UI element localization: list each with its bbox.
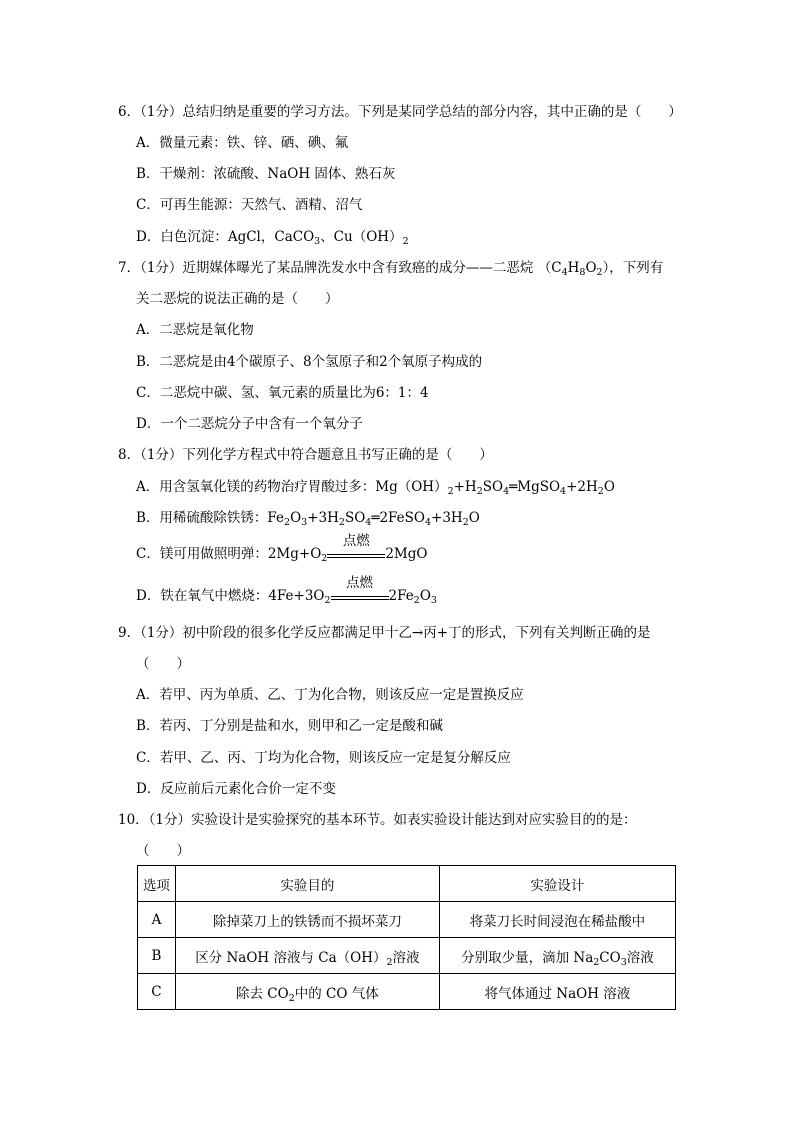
q8-option-b: B．用稀硫酸除铁锈：$Fe_2O_3+3H_2SO_4═2FeSO_4+3H_2O$	[136, 510, 480, 528]
header-goal: 实验目的	[175, 866, 439, 902]
row-option: C	[138, 974, 176, 1010]
row-option: B	[138, 938, 176, 974]
row-design: 将菜刀长时间浸泡在稀盐酸中	[439, 902, 675, 938]
table-row	[138, 902, 676, 938]
row-design: 分别取少量，滴加 $Na_2CO_3$溶液	[439, 938, 675, 974]
row-goal: 除掉菜刀上的铁锈而不损坏菜刀	[175, 902, 439, 938]
row-goal: 区分 NaOH 溶液与 $Ca(OH)_2$溶液	[175, 938, 439, 974]
table-row	[138, 974, 676, 1010]
q8-option-d: D．铁在氧气中燃烧：$4Fe+3O_2$ 点燃 $2Fe_2O_3$	[136, 575, 437, 606]
q7-option-d: D．一个二恶烷分子中含有一个氧分子	[136, 416, 363, 432]
q6-option-b: B．干燥剂：浓硫酸、NaOH 固体、熟石灰	[136, 166, 396, 182]
q6-option-a: A．微量元素：铁、锌、硒、碘、氟	[136, 135, 349, 151]
q7-option-a: A．二恶烷是氧化物	[136, 322, 254, 338]
question-10-stem: 10．（1分）实验设计是实验探究的基本环节。如表实验设计能达到对应实验目的的是：	[118, 812, 637, 828]
reaction-condition: 点燃	[331, 587, 389, 605]
question-10-stem-cont: （ ）	[136, 843, 190, 859]
row-option: A	[138, 902, 176, 938]
q8-option-c: C．镁可用做照明弹：$2Mg+O_2$ 点燃 2MgO	[136, 533, 428, 564]
question-6-stem: 6．（1分）总结归纳是重要的学习方法。下列是某同学总结的部分内容，其中正确的是（ ）	[118, 104, 682, 120]
question-7-stem: 7．（1分）近期媒体曝光了某品牌洗发水中含有致癌的成分——二恶烷 $(C_4H_8O_2)$，下列有	[118, 260, 664, 278]
q6-option-c: C．可再生能源：天然气、酒精、沼气	[136, 197, 363, 213]
table-row	[138, 938, 676, 974]
row-goal: 除去 $CO_2$中的 CO 气体	[175, 974, 439, 1010]
q9-option-a: A．若甲、丙为单质、乙、丁为化合物，则该反应一定是置换反应	[136, 687, 524, 703]
q8-option-a: A．用含氢氧化镁的药物治疗胃酸过多：$Mg(OH)_2+H_2SO_4═MgSO_4+2H_2O$	[136, 479, 615, 497]
question-9-stem: 9．（1分）初中阶段的很多化学反应都满足甲十乙→丙+丁的形式，下列有关判断正确的是	[118, 625, 651, 641]
question-8-stem: 8．（1分）下列化学方程式中符合题意且书写正确的是（ ）	[118, 447, 493, 463]
q9-option-d: D．反应前后元素化合价一定不变	[136, 781, 336, 797]
row-design: 将气体通过 NaOH 溶液	[439, 974, 675, 1010]
experiment-table	[137, 865, 676, 1010]
q7-option-b: B．二恶烷是由4个碳原子、8个氢原子和2个氧原子构成的	[136, 354, 483, 370]
header-option: 选项	[138, 866, 176, 902]
question-9-stem-cont: （ ）	[136, 656, 190, 672]
question-7-stem-cont: 关二恶烷的说法正确的是（ ）	[136, 291, 339, 307]
table-header-row	[138, 866, 676, 902]
header-design: 实验设计	[439, 866, 675, 902]
q9-option-b: B．若丙、丁分别是盐和水，则甲和乙一定是酸和碱	[136, 718, 443, 734]
q6-option-d: D．白色沉淀：AgCl，CaCO$_3$、$Cu(OH)_2$	[136, 229, 409, 247]
q9-option-c: C．若甲、乙、丙、丁均为化合物，则该反应一定是复分解反应	[136, 750, 511, 766]
q7-option-c: C．二恶烷中碳、氢、氧元素的质量比为6：1：4	[136, 385, 429, 401]
reaction-condition: 点燃	[327, 545, 385, 563]
